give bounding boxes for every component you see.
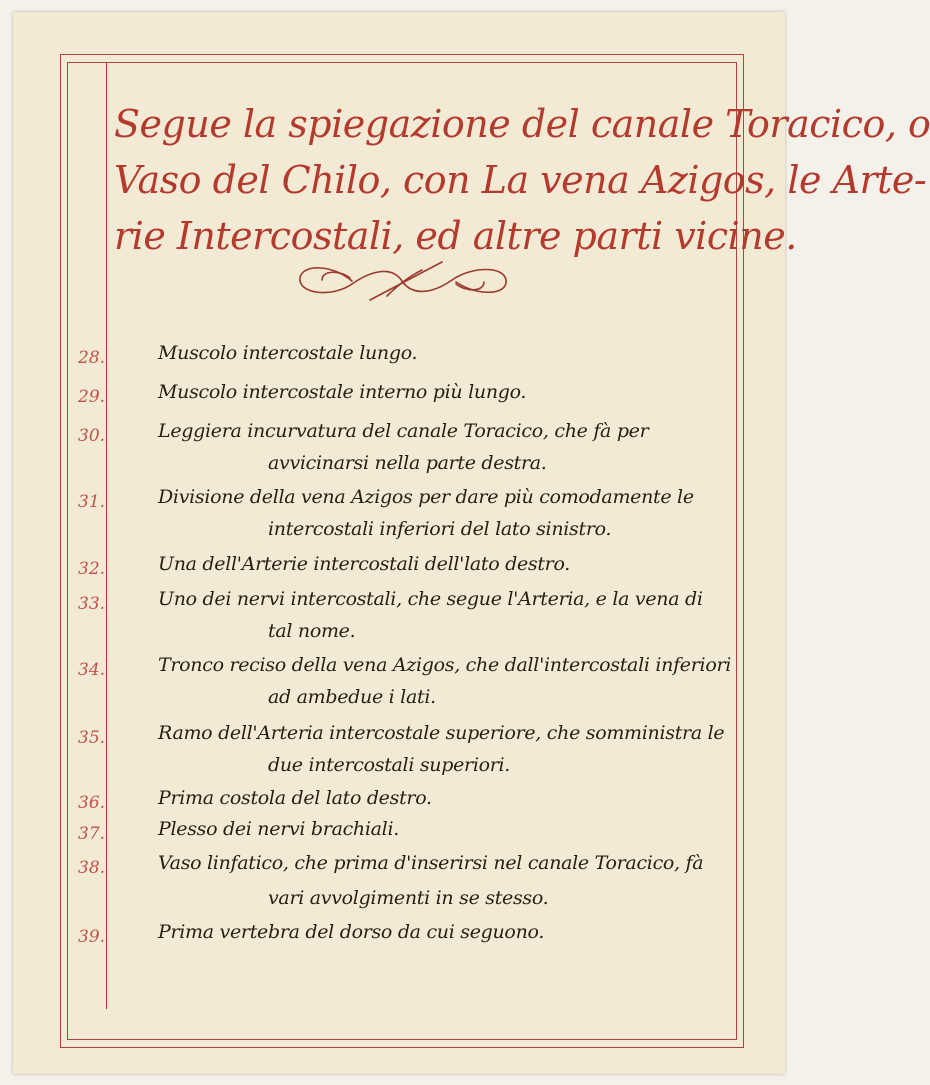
title-line-1: Segue la spiegazione del canale Toracico, o	[114, 102, 930, 146]
entry-text-line: tal nome.	[268, 620, 356, 642]
title-line-3: rie Intercostali, ed altre parti vicine.	[114, 214, 797, 258]
entry-text-line: Vaso linfatico, che prima d'inserirsi nel canale Toracico, fà	[158, 852, 704, 874]
entry-text-line: Uno dei nervi intercostali, che segue l'Arteria, e la vena di	[158, 588, 703, 610]
entry-number: 35.	[78, 728, 106, 748]
entry-text-line: Divisione della vena Azigos per dare più comodamente le	[158, 486, 694, 508]
entry-text-line: Ramo dell'Arteria intercostale superiore, che somministra le	[158, 722, 725, 744]
entry-text-line: ad ambedue i lati.	[268, 686, 436, 708]
entry-number: 29.	[78, 387, 106, 407]
entry-number: 39.	[78, 927, 106, 947]
entry-number: 33.	[78, 594, 106, 614]
entry-text-line: intercostali inferiori del lato sinistro.	[268, 518, 612, 540]
entry-text-line: Muscolo intercostale interno più lungo.	[158, 381, 527, 403]
entry-text-line: Tronco reciso della vena Azigos, che dall'intercostali inferiori	[158, 654, 732, 676]
entry-text-line: Una dell'Arterie intercostali dell'lato destro.	[158, 553, 571, 575]
entry-number: 37.	[78, 824, 106, 844]
entry-number: 28.	[78, 348, 106, 368]
entry-text-line: Leggiera incurvatura del canale Toracico, che fà per	[158, 420, 649, 442]
entry-number: 38.	[78, 858, 106, 878]
entry-number: 34.	[78, 660, 106, 680]
entry-text-line: Prima vertebra del dorso da cui seguono.	[158, 921, 545, 943]
entry-text-line: Muscolo intercostale lungo.	[158, 342, 418, 364]
entry-text-line: Plesso dei nervi brachiali.	[158, 818, 399, 840]
title-line-2: Vaso del Chilo, con La vena Azigos, le Arte-	[114, 158, 927, 202]
entry-number: 32.	[78, 559, 106, 579]
entry-number: 30.	[78, 426, 106, 446]
entry-text-line: avvicinarsi nella parte destra.	[268, 452, 547, 474]
calligraphic-flourish-icon	[292, 256, 514, 306]
entry-number: 36.	[78, 793, 106, 813]
entry-text-line: due intercostali superiori.	[268, 754, 511, 776]
entry-number: 31.	[78, 492, 106, 512]
entry-text-line: vari avvolgimenti in se stesso.	[268, 887, 549, 909]
entry-text-line: Prima costola del lato destro.	[158, 787, 432, 809]
page-title	[114, 96, 930, 264]
